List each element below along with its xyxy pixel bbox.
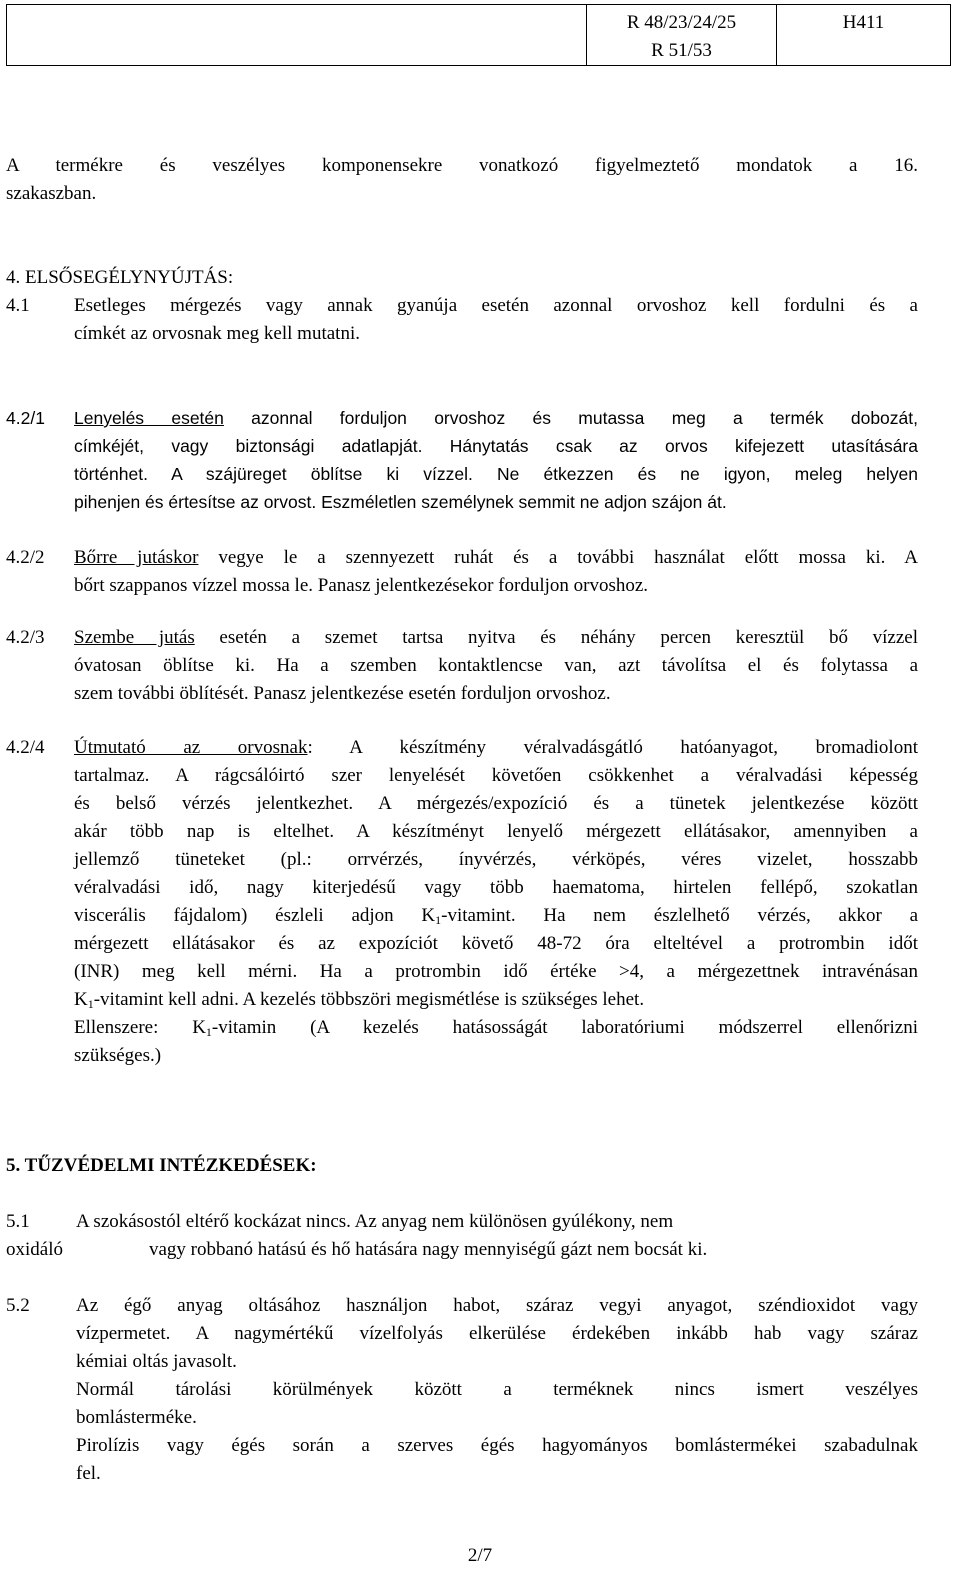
paragraph-4-2-4: 4.2/4 Útmutató az orvosnak: A készítmény véralvadásgátló hatóanyagot, bromadiolont tartalmaz. A rágcsálóirtó szer lenyelését követően csökkenhet a véralvadási képesség és belső vérzés jelentkezhet. A mérgezés/expozíció és a tünetek jelentkezése között akár több nap is eltelhet. A készítményt lenyelő mérgezett ellátásakor, amennyiben a jellemző tüneteket (pl.: orrvérzés, ínyvérzés, vérköpés, véres vizelet, hosszabb véralvadási idő, nagy kiterjedésű vagy több haematoma, hirtelen fellépő, szokatlan viscerális fájdalom) észleli adjon $K_1$-vitamint. Ha nem észlelhető vérzés, akkor a mérgezett ellátásakor és az expozíciót követő 48-72 óra elteltével a protrombin időt (INR) meg kell mérni. Ha a protrombin idő értéke >4, a mérgezettnek intravénásan $K_1$-vitamint kell adni. A kezelés többszöri megismétlése is szükséges lehet. Ellenszere: $K_1$-vitamin (A kezelés hatásosságát laboratóriumi módszerrel ellenőrizni szükséges.) [6, 734, 918, 1070]
paragraph-number: 4.2/4 [6, 737, 45, 758]
paragraph-number: 4.2/2 [6, 547, 45, 568]
paragraph-number: 4.2/1 [6, 408, 45, 428]
paragraph-number: 4.1 [6, 295, 30, 316]
header-product-code: H411 [777, 5, 951, 66]
section4-title: 4. ELSŐSEGÉLYNYÚJTÁS: [6, 267, 234, 288]
paragraph-4-2-1: 4.2/1 Lenyelés esetén azonnal forduljon orvoshoz és mutassa meg a termék dobozát, címkéjét, vagy biztonsági adatlapját. Hánytatás csak az orvos kifejezett utasítására történhet. A szájüreget öblítse ki vízzel. Ne étkezzen és ne igyon, meleg helyen pihenjen és értesítse az orvost. Eszméletlen személynek semmit ne adjon szájon át. [6, 404, 918, 516]
doctor-guidance-heading: Útmutató az orvosnak [74, 737, 308, 758]
intro-paragraph: A termékre és veszélyes komponensekre vonatkozó figyelmeztető mondatok a 16. szakaszban. [6, 155, 918, 204]
header-table [6, 4, 951, 66]
page-number: 2/7 [467, 1545, 493, 1566]
paragraph-number: 4.2/3 [6, 627, 45, 648]
header-risk-codes [587, 5, 777, 66]
paragraph-number: 5.1 [6, 1211, 30, 1232]
risk-codes-line2: R 51/53 [651, 40, 712, 61]
ingestion-heading: Lenyelés esetén [74, 408, 224, 428]
skin-contact-heading: Bőrre jutáskor [74, 547, 199, 568]
section5-title: 5. TŰZVÉDELMI INTÉZKEDÉSEK: [6, 1155, 317, 1176]
paragraph-5-2: 5.2 Az égő anyag oltásához használjon habot, száraz vegyi anyagot, széndioxidot vagy vízpermetet. A nagymértékű vízelfolyás elkerülése érdekében inkább hab vagy száraz kémiai oltás javasolt. Normál tárolási körülmények között a terméknek nincs ismert veszélyes bomlásterméke. Pirolízis vagy égés során a szerves égés hagyományos bomlástermékei szabadulnak fel. [6, 1292, 918, 1488]
eye-contact-heading: Szembe jutás [74, 627, 195, 648]
paragraph-5-1: 5.1 A szokásostól eltérő kockázat nincs. Az anyag nem különösen gyúlékony, nem oxidáló vagy robbanó hatású és hő hatására nagy mennyiségű gázt nem bocsát ki. [6, 1208, 918, 1264]
paragraph-4-1: 4.1 Esetleges mérgezés vagy annak gyanúja esetén azonnal orvoshoz kell fordulni és a címkét az orvosnak meg kell mutatni. [6, 292, 918, 348]
paragraph-4-2-2: 4.2/2 Bőrre jutáskor vegye le a szennyezett ruhát és a további használat előtt mossa ki. A bőrt szappanos vízzel mossa le. Panasz jelentkezésekor forduljon orvoshoz. [6, 544, 918, 600]
header-empty-cell [7, 5, 587, 66]
paragraph-number: 5.2 [6, 1295, 30, 1316]
risk-codes-line1: R 48/23/24/25 [626, 12, 737, 33]
paragraph-4-2-3: 4.2/3 Szembe jutás esetén a szemet tartsa nyitva és néhány percen keresztül bő vízzel óvatosan öblítse ki. Ha a szemben kontaktlencse van, azt távolítsa el és folytassa a szem további öblítését. Panasz jelentkezése esetén forduljon orvoshoz. [6, 624, 918, 708]
